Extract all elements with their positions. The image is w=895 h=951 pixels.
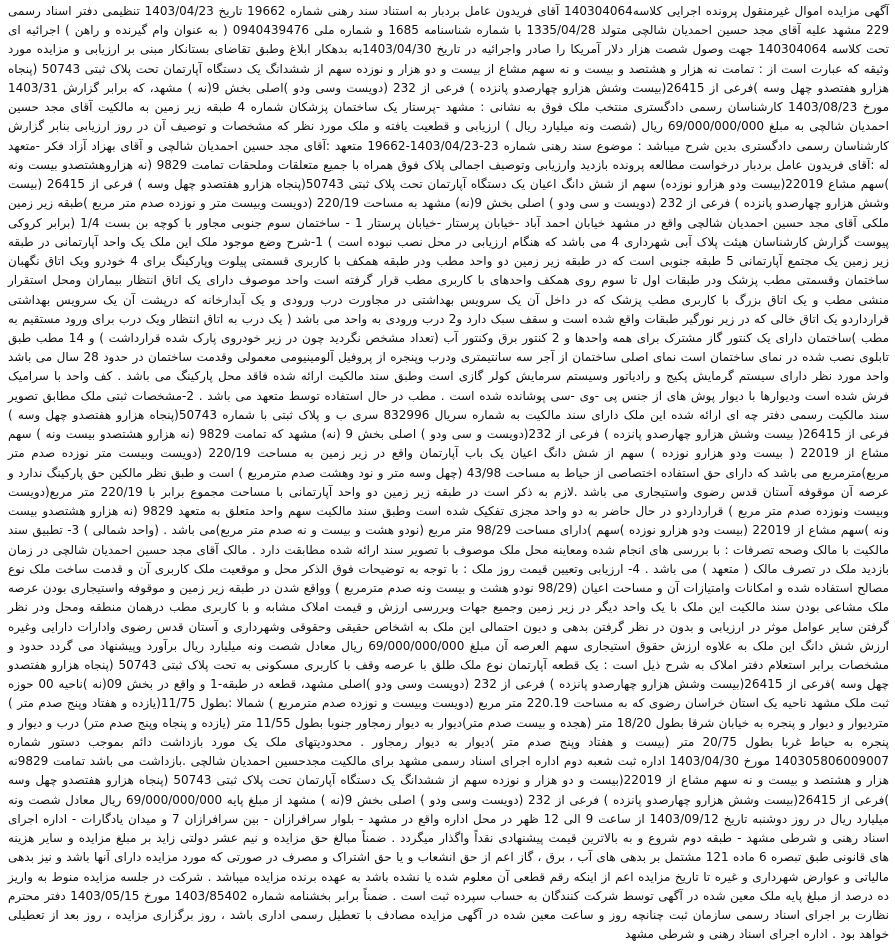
auction-notice-body: آگهی مزایده اموال غیرمنقول پرونده اجرایی کلاسه140304064 آقای فریدون عامل بردبار به استناد سند رهنی شماره 19662 تاریخ 1403/04/23 تنظیمی دفتر اسناد رسمی 229 مشهد علیه آقای مجد حسین احمدیان شالچی متولد 1335/04/28 با شماره شناسنامه 1685 و شماره ملی 0940439476 ( به عنوان وام گیرنده و راهن ) اجرائیه ای تحت کلاسه 140304064 جهت وصول شصت هزار دلار آمریکا را صادر واجرائیه در تاریخ 1403/04/30به بدهکار ابلاغ وطبق تقاضای بستانکار مبنی بر ارزیابی و مزایده مورد وثیقه که عبارت است از : تمامت نه هزار و هشتصد و بیست و نه سهم مشاع از بیست و دو هزار و نوزده سهم از ششدانگ یک دستگاه آپارتمان تحت پلاک ثبتی 50743 (پنجاه هزارو هفتصدو چهل وسه )فرعی از 26415(بیست وشش هزارو چهارصدو پانزده ) فرعی از 232 (دویست وسی ودو )اصلی بخش 9(نه ) مشهد، که برابر گزارش 1403/31 مورخ 1403/08/23 کارشناسان رسمی دادگستری منتخب ملک فوق به نشانی : مشهد -پرستار یک ساختمان پزشکان شماره 4 طبقه زیر زمین به مالکیت آقای مجد حسین احمدیان شالچی به مبلغ 69/000/000/000 ریال (شصت ونه میلیارد ریال ) ارزیابی و قطعیت یافته و ملک مورد نظر که مشخصات و توصیف آن در روز ارزیابی بنابر گزارش کارشناسان رسمی دادگستری بدین شرح میباشد : موضوع سند رهنی شماره 23-1403/04/23-19662 متعهد :آقای مجد حسین احمدیان شالچی و آقای بهزاد آزاد فکر -متعهد له :آقای فریدون عامل بردبار درخواست مطالعه پرونده بازدید وارزیابی وتوصیف اجمالی پلاک فوق همراه با جمیع متعلقات وملحقات تمامت 9829 (نه هزاروهشتصدو بیست ونه )سهم مشاع 22019(بیست ودو هزارو نوزده) سهم از شش دانگ اعیان یک دستگاه آپارتمان تحت پلاک ثبتی 50743(پنجاه هزارو هفتصدو چهل وسه ) فرعی از 26415 (بیست وشش هزارو چهارصدو پانزده ) فرعی از 232 (دویست و سی ودو ) اصلی بخش 9(نه) مشهد به مساحت 220/19 (دویست وبیست متر و نوزده صدم متر مربع )طبقه زیر زمین ملکی آقای مجد حسین احمدیان شالچی واقع در مشهد خیابان احمد آباد -خیابان پرستار -خیابان پرستار 1 - ساختمان سوم جنوبی مجاور با کوچه بن بست 1/4 (برابر کروکی پیوست گزارش کارشناسان هیئت پلاک آبی شهرداری 4 می باشد که هنگام ارزیابی در محل نصب نبوده است ) 1-شرح وضع موجود ملک این ملک یک واحد آپارتمانی در طبقه زیر زمین یک مجتمع آپارتمانی 5 طبقه جنوبی است که در طبقه زیر زمین دو واحد مطب ودر طبقه همکف با کاربری قسمتی پیلوت وپارکینگ برای 4 خودرو ویک اتاق نگهبان ساختمان وقسمتی مطب پزشک ودر طبقات اول تا سوم روی همکف واحدهای با کاربری مطب قرار گرفته است واحد موصوف دارای یک اتاق انتظار بیماران ومحل استقرار منشی مطب و یک اتاق بزرگ با کاربری مطب پزشک که در داخل آن یک سرویس بهداشتی در مجاورت درب ورودی و یک آبدارخانه که درپشت آن یک سرویس بهداشتی قرارداردو یک اتاق خالی که در زیر نورگیر طبقات واقع شده است و سقف سبک دارد و2 درب ورودی به واحد می باشد ( یک درب به اتاق انتظار ویک درب برای ورود مستقیم به مطب )ساختمان دارای یک کنتور گاز مشترک برای همه واحدها و 2 کنتور برق وکنتور آب (تعداد مشخص نگردید چون در زیر خودروی پارک شده قرارداشت ) و 14 مطب طبق تابلوی نصب شده در نمای ساختمان است نمای اصلی ساختمان از آجر سه سانتیمتری ودرب وپنجره از پروفیل آلومینیومی معمولی وقدمت ساختمان در حدود 28 سال می باشد واحد مورد نظر دارای سیستم گرمایش پکیج و رادیاتور وسیستم سرمایش کولر گازی است وطبق سند مالکیت ارائه شده فاقد محل پارکینگ می باشد . کف واحد با سرامیک فرش شده است ودیوارها با دیوار پوش های از جنس پی -وی -سی پوشانده شده است . مطب در حال استفاده توسط متعهد می باشد . 2-مشخصات ثبتی ملک مطابق تصویر سند مالکیت رسمی دفتر چه ای ارائه شده این ملک دارای سند مالکیت به شماره سریال 832996 سری ب و پلاک ثبتی با شماره 50743(پنجاه هزارو هفتصدو چهل وسه ) فرعی از 26415( بیست وشش هزارو چهارصدو پانزده ) فرعی از 232(دویست و سی ودو ) اصلی بخش 9 (نه) مشهد که تمامت 9829 (نه هزارو هشتصدو بیست ونه ) سهم مشاع از 22019 ( بیست ودو هزارو نوزده ) سهم از شش دانگ اعیان یک باب آپارتمان واقع در زیر زمین به مساحت 220/19 (دویست وبیست متر نوزده صدم متر مربع)مترمربع می باشد که دارای حق استفاده اختصاصی از حیاط به مساحت 43/98 (چهل وسه متر و نود وهشت صدم مترمربع ) است و طبق نظر مالکین حق پارکینگ ندارد و عرصه آن موقوفه آستان قدس رضوی واستیجاری می باشد .لازم به ذکر است در طبقه زیر زمین دو واحد آپارتمانی با مساحت مجموع برابر با 220/19 متر مربع(دویست وبیست ونوزده صدم متر مربع ) قرارداردو در حال حاضر به دو واحد مجزی تفکیک شده است وطبق سند مالکیت سهم واحد متعلق به متعهد 9829 (نه هزارو هشتصدو بیست ونه )سهم مشاع از 22019 (بیست ودو هزارو نوزده )سهم )دارای مساحت 98/29 متر مربع (نودو هشت و بیست و نه صدم متر مربع)می باشد . (واحد شمالی ) 3- تطبیق سند مالکیت با مالک وصحه تصرفات : با بررسی های انجام شده ومعاینه محل ملک موصوف با تصویر سند ارائه شده مطابقت دارد . مالک آقای مجد حسین احمدیان شالچی در زمان بازدید ملک در تصرف مالک ( متعهد ) می باشد . 4- ارزیابی وتعیین قیمت روز ملک : با توجه به توضیحات فوق الذکر محل و موقعیت ملک کاربری آن و قدمت ساخت ملک نوع مصالح استفاده شده و امکانات وامتیازات آن و مساحت اعیان (98/29 نودو هشت و بیست ونه صدم مترمربع ) وواقع شدن در طبقه زیر زمین و موقوفه واستیجاری بودن عرصه ملک مشاعی بودن سند مالکیت این ملک با یک واحد دیگر در زیر زمین وجمیع جهات وبررسی ارزش و قیمت املاک مشابه و با کاربری مطب درهمان منطقه ومحل ودر نظر گرفتن سایر عوامل موثر در ارزیابی و بدون در نظر گرفتن بدهی و دیون احتمالی این ملک به اشخاص حقیقی وحقوقی وشهرداری و آستان قدس رضوی وادارات دارایی وغیره ارزش شش دانگ این ملک به علاوه ارزش حقوق استیجاری سهم العرصه آن مبلغ 69/000/000/000 ریال معادل شصت ونه میلیارد ریال برآورد وپیشنهاد می گردد حدود و مشخصات برابر استعلام دفتر املاک به شرح ذیل است : یک قطعه آپارتمان نوع ملک طلق با عرصه وقف با کاربری مسکونی به تحت پلاک ثبتی 50743 (پنجاه هزارو هفتصدو چهل وسه )فرعی از 26415(بیست وشش هزارو چهارصدو پانزده ) فرعی از 232 (دویست وسی ودو )اصلی مشهد، قطعه در طبقه-1 و واقع در بخش 09(نه )ناحیه 00 حوزه ثبت ملک مشهد ناحیه یک استان خراسان رضوی که به مساحت 220.19 متر مربع (دویست وبیست و نوزده صدم مترمربع ) شمالا :بطول 11/75(یازده و هفتاد وپنج صدم متر ) متردیوار و دیوار و پنجره به خیابان شرقا بطول 18/20 متر (هجده و بیست صدم متر)دیوار به دیوار رمجاور جنوبا بطول 11/55 متر (یازده و پنجاه وپنج صدم متر) درب و دیوار و پنجره به حیاط غربا بطول 20/75 متر (بیست و هفتاد وپنج صدم متر )دیوار به دیوار رمجاور . محدودیتهای ملک یک مورد بازداشت دائم بموجب دستور شماره 140305806009007 مورخ 1403/04/30 اداره ثبت شعبه دوم اداره اجرای اسناد رسمی مشهد برای مالکیت مجدحسین احمدیان شالچی .بازداشت می باشد تمامت 9829نه هزار و هشتصد و بیست و نه سهم مشاع از 22019(بیست و دو هزار و نوزده سهم از ششدانگ یک دستگاه آپارتمان تحت پلاک ثبتی 50743 (پنجاه هزارو هفتصدو چهل وسه )فرعی از 26415(بیست وشش هزارو چهارصدو پانزده ) فرعی از 232 (دویست وسی ودو ) اصلی بخش 9(نه ) مشهد از مبلغ پایه 69/000/000/000 ریال معادل شصت ونه میلیارد ریال در روز دوشنبه تاریخ 1403/09/12 از ساعت 9 الی 12 ظهر در محل اداره واقع در مشهد - بلوار سرافرازان - بین سرافرازان 7 و میدان یادگارات - اداره اجرای اسناد رهنی و شرطی مشهد - طبقه دوم شروع و به بالاترین قیمت پیشنهادی نقداً واگذار میگردد . ضمناً مبالغ حق مزایده و نیم عشر دولتی زاید بر مبلغ مزایده و سایر هزینه های قانونی طبق تبصره 6 ماده 121 مشتمل بر بدهی های آب ، برق ، گاز اعم از حق انشعاب و یا حق اشتراک و مصرف در صورتی که مورد مزایده دارای آنها باشد و نیز بدهی مالیاتی و عوارض شهرداری و غیره تا تاریخ مزایده اعم از اینکه رقم قطعی آن معلوم شده یا نشده باشد به عهده برنده مزایده میباشد . شرکت در جلسه مزایده منوط به واریز ده درصد از مبلغ پایه ملک معین شده در آگهی توسط شرکت کنندگان به حساب سپرده ثبت است . ضمناً برابر بخشنامه شماره 1403/85402 مورخ 1403/05/15 دفتر محترم نظارت بر اجرای اسناد رسمی سازمان ثبت چنانچه روز و ساعت معین شده در آگهی مزایده مصادف با تعطیل رسمی اداری باشد ، روز برگزاری مزایده ، روز بعد از تعطیلی خواهد بود . اداره اجرای اسناد رهنی و شرطی مشهد <box>7 4 890 942</box>
